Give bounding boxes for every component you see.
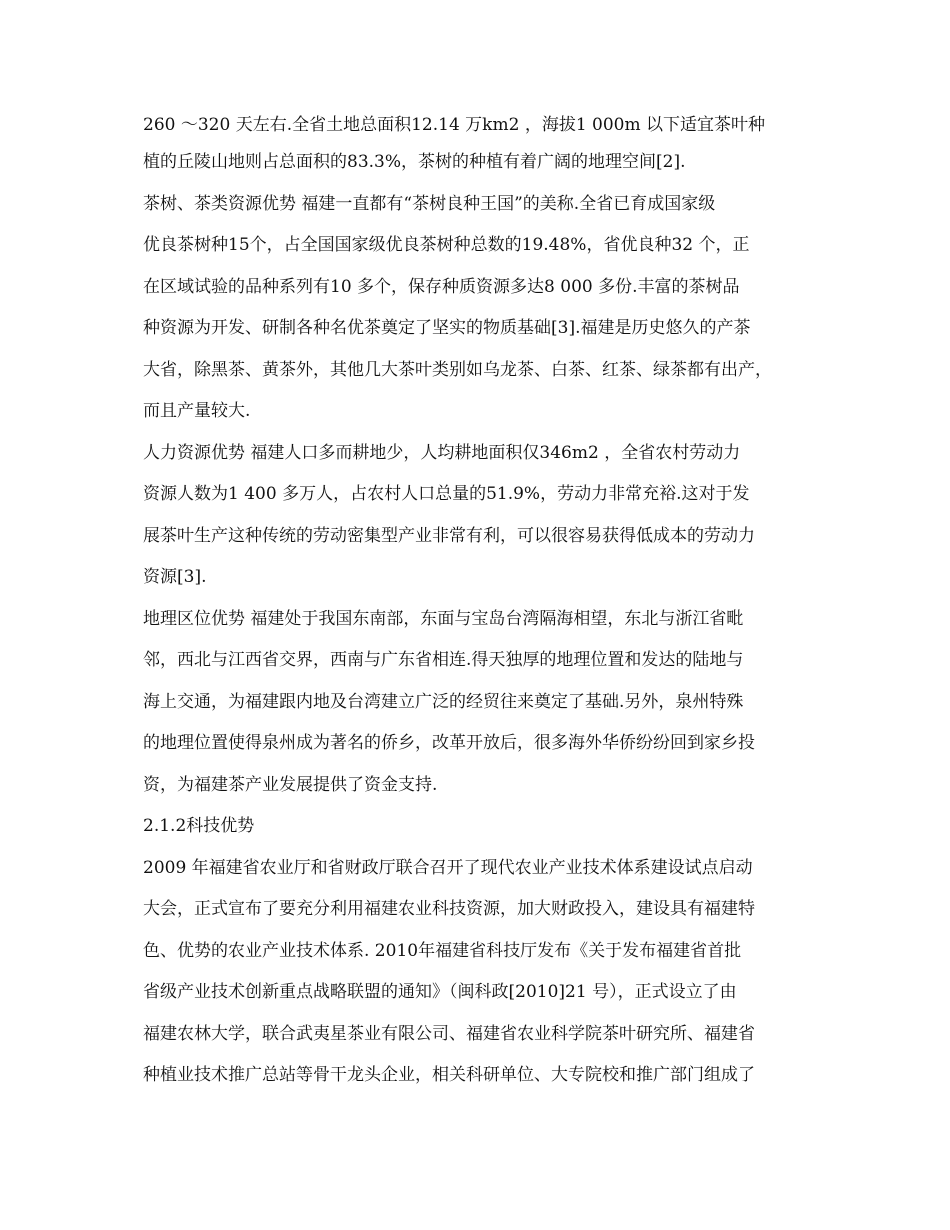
text-line-15: 海上交通，为福建跟内地及台湾建立广泛的经贸往来奠定了基础.另外，泉州特殊: [143, 692, 744, 712]
text-line-22: 省级产业技术创新重点战略联盟的通知》（闽科政[2010]21 号），正式设立了由: [143, 982, 737, 1002]
text-line-5: 在区域试验的品种系列有10 多个，保存种质资源多达8 000 多份.丰富的茶树品: [143, 277, 740, 297]
text-line-1: 260 ～320 天左右.全省土地总面积12.14 万km2 ，海拔1 000m 以下适宜茶叶种: [143, 115, 766, 135]
text-line-7: 大省，除黑茶、黄茶外，其他几大茶叶类别如乌龙茶、白茶、红茶、绿茶都有出产，: [143, 360, 772, 380]
text-line-19: 2009 年福建省农业厅和省财政厅联合召开了现代农业产业技术体系建设试点启动: [143, 858, 753, 878]
text-line-20: 大会，正式宣布了要充分利用福建农业科技资源，加大财政投入，建设具有福建特: [143, 899, 755, 919]
text-line-21: 色、优势的农业产业技术体系. 2010年福建省科技厅发布《关于发布福建省首批: [143, 941, 742, 961]
text-line-9: 人力资源优势 福建人口多而耕地少，人均耕地面积仅346m2 ，全省农村劳动力: [143, 443, 741, 463]
text-line-11: 展茶叶生产这种传统的劳动密集型产业非常有利，可以很容易获得低成本的劳动力: [143, 526, 755, 546]
text-line-4: 优良茶树种15个，占全国国家级优良茶树种总数的19.48%，省优良种32 个，正: [143, 235, 750, 255]
text-line-14: 邻，西北与江西省交界，西南与广东省相连.得天独厚的地理位置和发达的陆地与: [143, 650, 744, 670]
text-line-10: 资源人数为1 400 多万人，占农村人口总量的51.9%，劳动力非常充裕.这对于发: [143, 484, 750, 504]
text-line-17: 资，为福建茶产业发展提供了资金支持.: [143, 775, 438, 795]
text-line-2: 植的丘陵山地则占总面积的83.3%，茶树的种植有着广阔的地理空间[2].: [143, 152, 686, 172]
text-line-13: 地理区位优势 福建处于我国东南部，东面与宝岛台湾隔海相望，东北与浙江省毗: [143, 609, 744, 629]
text-line-3: 茶树、茶类资源优势 福建一直都有“茶树良种王国”的美称.全省已育成国家级: [143, 194, 716, 214]
section-heading: 2.1.2科技优势: [143, 816, 255, 836]
text-line-6: 种资源为开发、研制各种名优茶奠定了坚实的物质基础[3].福建是历史悠久的产茶: [143, 318, 751, 338]
text-line-12: 资源[3].: [143, 567, 207, 587]
text-line-24: 种植业技术推广总站等骨干龙头企业，相关科研单位、大专院校和推广部门组成了: [143, 1065, 755, 1085]
text-line-16: 的地理位置使得泉州成为著名的侨乡，改革开放后，很多海外华侨纷纷回到家乡投: [143, 733, 755, 753]
text-line-8: 而且产量较大.: [143, 401, 251, 421]
text-line-23: 福建农林大学，联合武夷星茶业有限公司、福建省农业科学院茶叶研究所、福建省: [143, 1024, 755, 1044]
